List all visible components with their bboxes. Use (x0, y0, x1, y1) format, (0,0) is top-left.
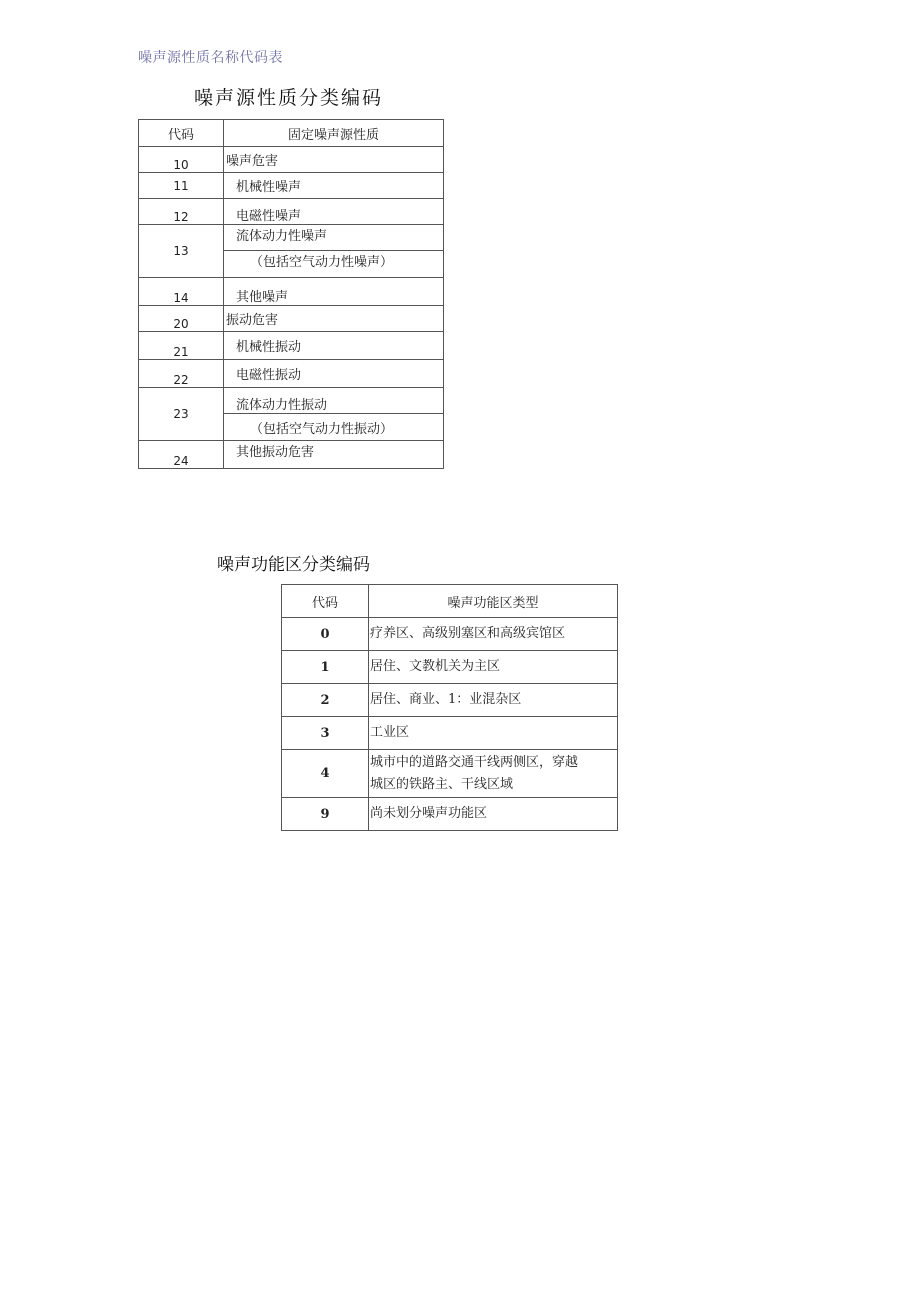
table-row (282, 717, 618, 750)
row-code: 21 (139, 332, 224, 360)
row-name: 居住、商业、1：业混杂区 (369, 684, 618, 717)
row-code: 9 (282, 798, 369, 831)
col-code-header: 代码 (139, 120, 224, 147)
row-name: 工业区 (369, 717, 618, 750)
table-row (282, 684, 618, 717)
col-name-header: 固定噪声源性质 (224, 120, 444, 147)
row-name: 噪声危害 (224, 147, 444, 173)
row-code: 24 (139, 441, 224, 469)
row-code: 0 (282, 618, 369, 651)
noise-source-table (138, 119, 444, 469)
row-name: 电磁性振动 (224, 360, 444, 388)
row-name: 电磁性噪声 (224, 199, 444, 225)
row-name: 机械性振动 (224, 332, 444, 360)
row-name-line2: 城区的铁路主、干线区域 (370, 776, 514, 792)
table-row (139, 332, 444, 360)
row-name: 机械性噪声 (224, 173, 444, 199)
table-row (139, 173, 444, 199)
row-code: 4 (282, 750, 369, 798)
col-code-header: 代码 (282, 585, 369, 618)
table-row (139, 147, 444, 173)
row-code: 22 (139, 360, 224, 388)
row-name-multiline (369, 750, 618, 798)
table-row (282, 750, 618, 798)
row-name: 其他噪声 (224, 278, 444, 306)
table-header-row (282, 585, 618, 618)
table-row (139, 441, 444, 469)
row-name: 流体动力性噪声 (224, 225, 444, 251)
table-row (282, 651, 618, 684)
row-code: 2 (282, 684, 369, 717)
table-row (139, 360, 444, 388)
table-row (139, 388, 444, 414)
table-row (139, 278, 444, 306)
row-name-line1: 城市中的道路交通干线两侧区，穿越 (370, 754, 579, 770)
row-note: （包括空气动力性噪声） (224, 251, 444, 278)
table-row (139, 199, 444, 225)
row-name: 流体动力性振动 (224, 388, 444, 414)
col-name-header: 噪声功能区类型 (369, 585, 618, 618)
table1-title: 噪声源性质分类编码 (194, 87, 384, 109)
row-code: 23 (139, 388, 224, 441)
row-name: 其他振动危害 (224, 441, 444, 469)
table-row (282, 798, 618, 831)
row-name: 振动危害 (224, 306, 444, 332)
row-code: 20 (139, 306, 224, 332)
row-name: 疗养区、高级别塞区和高级宾馆区 (369, 618, 618, 651)
row-note: （包括空气动力性振动） (224, 414, 444, 441)
row-code: 14 (139, 278, 224, 306)
table-row (139, 225, 444, 251)
row-code: 10 (139, 147, 224, 173)
table-row (282, 618, 618, 651)
page-header: 噪声源性质名称代码表 (138, 50, 283, 66)
row-code: 12 (139, 199, 224, 225)
row-name: 尚未划分噪声功能区 (369, 798, 618, 831)
row-code: 1 (282, 651, 369, 684)
table-header-row (139, 120, 444, 147)
table2-title: 噪声功能区分类编码 (217, 555, 370, 575)
row-name: 居住、文教机关为主区 (369, 651, 618, 684)
row-code: 13 (139, 225, 224, 278)
row-code: 3 (282, 717, 369, 750)
table-row (139, 306, 444, 332)
row-code: 11 (139, 173, 224, 199)
noise-zone-table (281, 584, 618, 831)
